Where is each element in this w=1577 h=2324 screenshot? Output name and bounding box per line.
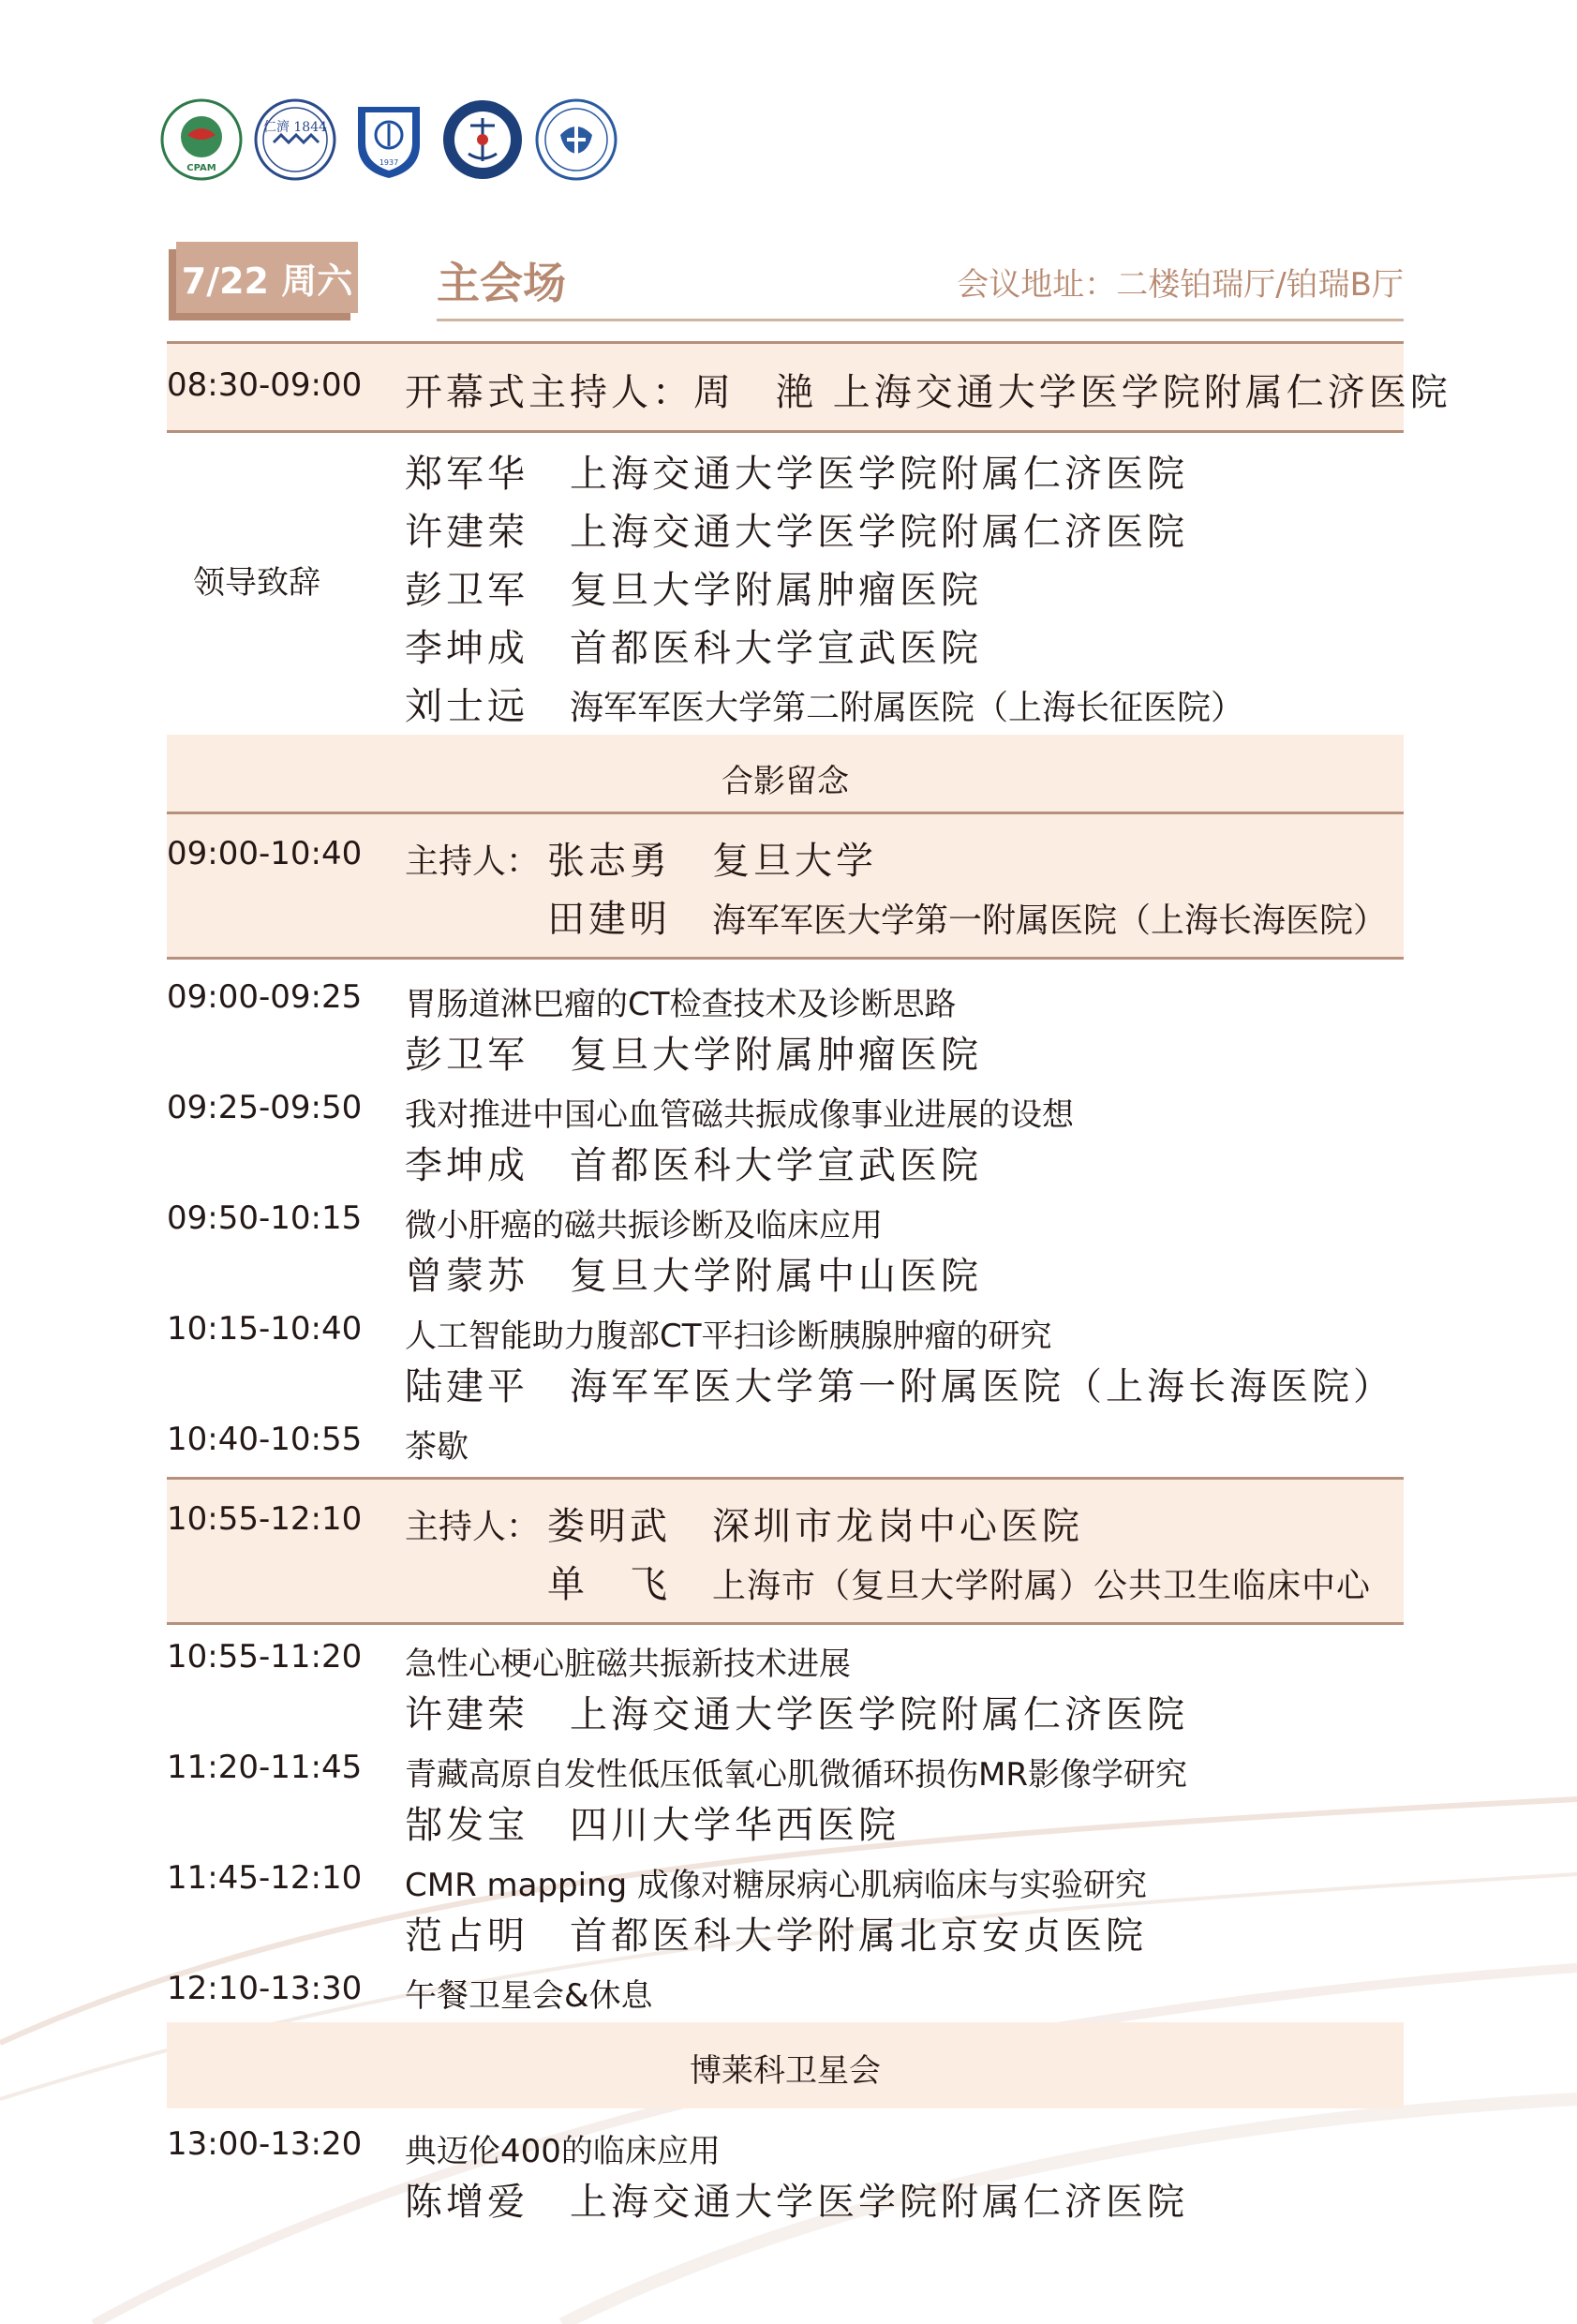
talk-time: 13:00-13:20 xyxy=(167,2125,363,2163)
opening-host: 开幕式主持人：周 滟 上海交通大学医学院附属仁济医院 xyxy=(405,371,1451,414)
header-rule xyxy=(437,319,1404,321)
break-time: 10:40-10:55 xyxy=(167,1421,363,1458)
talk-time: 11:20-11:45 xyxy=(167,1749,363,1786)
session1-talks xyxy=(167,960,1404,1477)
leader-name: 许建荣 xyxy=(405,511,528,554)
talk-speaker-line xyxy=(405,1136,982,1189)
leader-line xyxy=(405,618,982,672)
speaker-org: 上海交通大学医学院附属仁济医院 xyxy=(570,2181,1188,2224)
talk-title: 胃肠道淋巴瘤的CT检查技术及诊断思路 xyxy=(405,986,957,1023)
host-line xyxy=(547,831,877,885)
talk-time: 09:00-09:25 xyxy=(167,978,363,1016)
cpam-logo-text: CPAM xyxy=(186,163,216,173)
speaker-name: 彭卫军 xyxy=(405,1034,528,1077)
session2-host-row xyxy=(167,1480,1404,1622)
talk-time: 09:50-10:15 xyxy=(167,1199,363,1237)
speaker-org: 上海交通大学医学院附属仁济医院 xyxy=(570,1693,1188,1736)
shield-logo xyxy=(347,97,431,182)
session-header xyxy=(169,242,1404,322)
speaker-name: 范占明 xyxy=(405,1914,528,1958)
leader-line xyxy=(405,502,1188,556)
leader-org: 上海交通大学医学院附属仁济医院 xyxy=(570,453,1188,496)
speaker-name: 陆建平 xyxy=(405,1365,528,1408)
host-line xyxy=(547,1555,1371,1608)
talk-title: 急性心梗心脏磁共振新技术进展 xyxy=(405,1646,851,1683)
speaker-name: 李坤成 xyxy=(405,1144,528,1187)
renji-logo xyxy=(253,97,337,182)
speaker-org: 海军军医大学第一附属医院（上海长海医院） xyxy=(570,1365,1394,1408)
speaker-org: 复旦大学附属肿瘤医院 xyxy=(570,1034,982,1077)
host-org: 复旦大学 xyxy=(712,840,877,883)
leader-name: 刘士远 xyxy=(405,685,528,728)
host-label: 主持人： xyxy=(405,1508,541,1546)
speaker-org: 四川大学华西医院 xyxy=(570,1804,900,1847)
leader-org: 上海交通大学医学院附属仁济医院 xyxy=(570,511,1188,554)
navy-medical-logo xyxy=(440,97,525,182)
session1-host-row xyxy=(167,814,1404,957)
speaker-name: 郜发宝 xyxy=(405,1804,528,1847)
venue-address: 会议地址：二楼铂瑞厅/铂瑞B厅 xyxy=(957,266,1404,304)
leader-name: 李坤成 xyxy=(405,627,528,670)
time-label: 08:30-09:00 xyxy=(167,366,363,404)
leader-line xyxy=(405,560,982,614)
leader-line xyxy=(405,444,1188,498)
speaker-name: 陈增爱 xyxy=(405,2181,528,2224)
talk-title: 人工智能助力腹部CT平扫诊断胰腺肿瘤的研究 xyxy=(405,1318,1052,1355)
lunch-title: 午餐卫星会&休息 xyxy=(405,1977,653,2015)
talk-speaker-line xyxy=(405,1357,1394,1410)
talk-title: CMR mapping 成像对糖尿病心肌病临床与实验研究 xyxy=(405,1867,1148,1904)
session2-talks xyxy=(167,1625,1404,2022)
time-label: 09:00-10:40 xyxy=(167,835,363,872)
host-org: 深圳市龙岗中心医院 xyxy=(712,1505,1083,1548)
satellite-row xyxy=(167,2022,1404,2108)
talk-speaker-line xyxy=(405,2172,1188,2226)
talk-time: 11:45-12:10 xyxy=(167,1859,363,1897)
shield-logo-text: 1937 xyxy=(379,158,399,167)
leader-org: 复旦大学附属肿瘤医院 xyxy=(570,569,982,612)
satellite-talks xyxy=(167,2108,1404,2230)
talk-speaker-line xyxy=(405,1685,1188,1738)
talk-title: 我对推进中国心血管磁共振成像事业进展的设想 xyxy=(405,1096,1074,1134)
photo-row xyxy=(167,735,1404,812)
satellite-label: 博莱科卫星会 xyxy=(690,2052,881,2090)
lunch-time: 12:10-13:30 xyxy=(167,1970,363,2007)
talk-time: 09:25-09:50 xyxy=(167,1089,363,1126)
time-label: 10:55-12:10 xyxy=(167,1500,363,1538)
talk-title: 微小肝癌的磁共振诊断及临床应用 xyxy=(405,1207,883,1244)
talk-title: 典迈伦400的临床应用 xyxy=(405,2133,721,2170)
leader-name: 郑军华 xyxy=(405,453,528,496)
host-line xyxy=(547,889,1387,943)
leaders-row xyxy=(167,433,1404,735)
leader-org: 首都医科大学宣武医院 xyxy=(570,627,982,670)
talk-speaker-line xyxy=(405,1795,900,1849)
venue-title: 主会场 xyxy=(437,258,566,308)
leader-name: 彭卫军 xyxy=(405,569,528,612)
talk-speaker-line xyxy=(405,1025,982,1079)
host-name: 张志勇 xyxy=(547,840,671,883)
renji-logo-text: 仁濟 1844 xyxy=(262,120,328,135)
speaker-org: 首都医科大学附属北京安贞医院 xyxy=(570,1914,1147,1958)
host-line xyxy=(547,1497,1083,1550)
date-badge: 7/22 周六 xyxy=(176,242,358,313)
cpam-logo xyxy=(159,97,244,182)
talk-time: 10:15-10:40 xyxy=(167,1310,363,1348)
host-name: 田建明 xyxy=(547,898,671,941)
logo-strip xyxy=(159,97,618,184)
speaker-name: 许建荣 xyxy=(405,1693,528,1736)
host-org: 上海市（复旦大学附属）公共卫生临床中心 xyxy=(712,1567,1372,1605)
speaker-org: 复旦大学附属中山医院 xyxy=(570,1255,982,1298)
host-name: 娄明武 xyxy=(547,1505,671,1548)
opening-row xyxy=(167,344,1451,430)
schedule-table xyxy=(167,341,1451,2230)
leader-line xyxy=(405,677,1244,730)
talk-title: 青藏高原自发性低压低氧心肌微循环损伤MR影像学研究 xyxy=(405,1756,1187,1794)
host-name: 单 飞 xyxy=(547,1563,671,1606)
speaker-org: 首都医科大学宣武医院 xyxy=(570,1144,982,1187)
talk-speaker-line xyxy=(405,1246,982,1300)
talk-speaker-line xyxy=(405,1906,1147,1959)
leader-org: 海军军医大学第二附属医院（上海长征医院） xyxy=(570,689,1245,727)
speaker-name: 曾蒙苏 xyxy=(405,1255,528,1298)
photo-label: 合影留念 xyxy=(722,763,849,800)
host-label: 主持人： xyxy=(405,842,541,881)
leaders-label: 领导致辞 xyxy=(193,564,320,602)
talk-time: 10:55-11:20 xyxy=(167,1638,363,1676)
host-org: 海军军医大学第一附属医院（上海长海医院） xyxy=(712,901,1388,940)
break-title: 茶歇 xyxy=(405,1428,469,1466)
hospital-logo xyxy=(534,97,618,182)
